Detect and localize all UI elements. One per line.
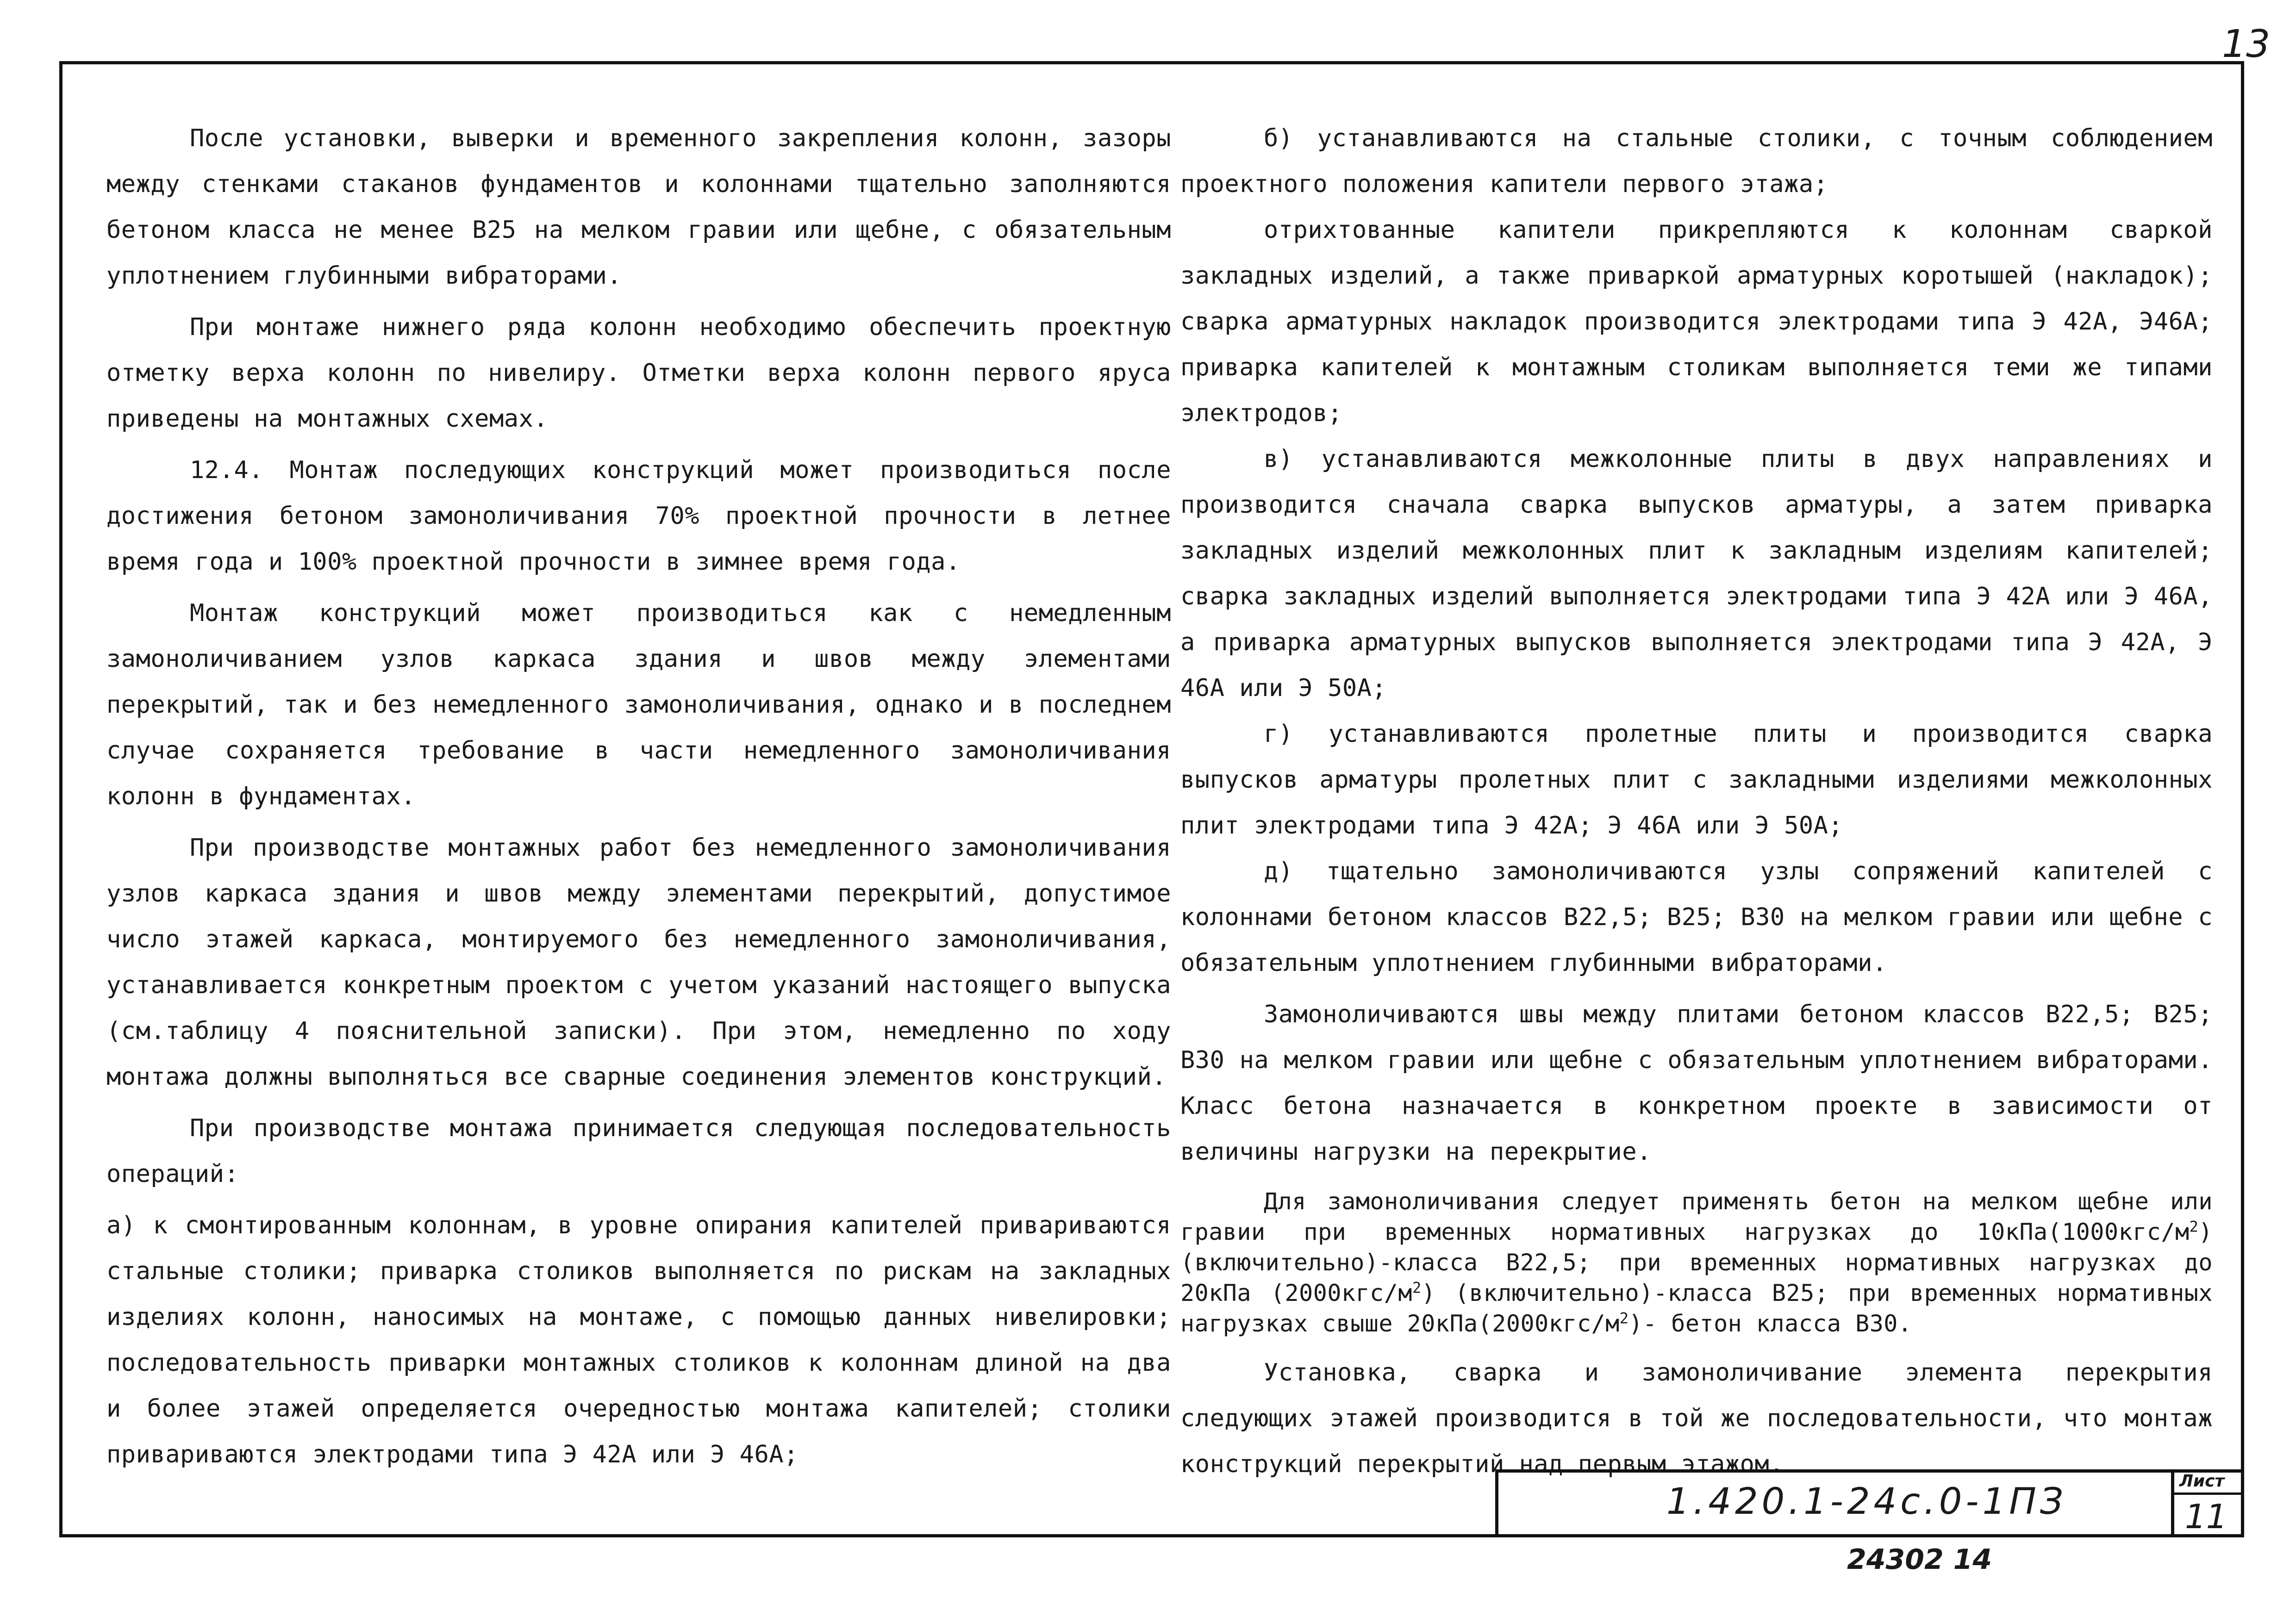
paragraph: После установки, выверки и временного закрепления колонн, зазоры между стенками стаканов фундаментов и колоннами тщательно заполняются бетоном класса не менее В25 на мелком гравии или щебне, с обязательным уплотнением глубинными вибраторами. <box>106 124 1171 290</box>
document-code: 1.420.1-24с.0-1ПЗ <box>1666 1481 2067 1523</box>
paragraph: Установка, сварка и замоноличивание элемента перекрытия следующих этажей производится в той же последовательности, что монтаж конструкций перекрытий над первым этажом. <box>1180 1359 2213 1478</box>
small-text: Для замоноличивания следует применять бетон на мелком щебне или гравии при временных нормативных нагрузках до 10кПа(1000кгс/м <box>1180 1188 2213 1245</box>
sheet-number: 11 <box>2185 1497 2227 1536</box>
paragraph: Замоноличиваются швы между плитами бетоном классов В22,5; В25; В30 на мелком гравии или щебне с обязательным уплотнением вибраторами. Класс бетона назначается в конкретном проекте в зависимости от величины нагрузки на перекрытие. <box>1180 1001 2213 1166</box>
paragraph: отрихтованные капители прикрепляются к колоннам сваркой закладных изделий, а также приваркой арматурных коротышей (накладок); сварка арматурных накладок производится электродами типа Э 42А, Э46А; приварка капителей к монтажным столикам выполняется теми же типами электродов; <box>1180 216 2213 427</box>
superscript: 2 <box>1412 1279 1422 1297</box>
paragraph: При производстве монтажных работ без немедленного замоноличивания узлов каркаса здания и швов между элементами перекрытий, допустимое число этажей каркаса, монтируемого без немедленного замоноличивания, устанавливается конкретным проектом с учетом указаний настоящего выпуска (см.таблицу 4 пояснительной записки). При этом, немедленно по ходу монтажа должны выполняться все сварные соединения элементов конструкций. <box>106 834 1171 1091</box>
sheet-divider <box>2171 1492 2244 1495</box>
right-column <box>1180 116 2213 1487</box>
paragraph: 12.4. Монтаж последующих конструкций может производиться после достижения бетоном замоноличивания 70% проектной прочности в летнее время года и 100% проектной прочности в зимнее время года. <box>106 456 1171 576</box>
list-item: а) к смонтированным колоннам, в уровне опирания капителей привариваются стальные столики; приварка столиков выполняется по рискам на закладных изделиях колонн, наносимых на монтаже, с помощью данных нивелировки; последовательность приварки монтажных столиков к колоннам длиной на два и более этажей определяется очередностью монтажа капителей; столики привариваются электродами типа Э 42А или Э 46А; <box>106 1212 1171 1468</box>
list-item: в) устанавливаются межколонные плиты в двух направлениях и производится сначала сварка выпусков арматуры, а затем приварка закладных изделий межколонных плит к закладным изделиям капителей; сварка закладных изделий выполняется электродами типа Э 42А или Э 46А, а приварка арматурных выпусков выполняется электродами типа Э 42А, Э 46А или Э 50А; <box>1180 445 2213 702</box>
small-text: )- бетон класса В30. <box>1628 1310 1912 1337</box>
left-column <box>106 116 1171 1478</box>
list-item: б) устанавливаются на стальные столики, с точным соблюдением проектного положения капители первого этажа; <box>1180 124 2213 198</box>
small-paragraph <box>1180 1186 2213 1339</box>
list-item: г) устанавливаются пролетные плиты и производится сварка выпусков арматуры пролетных плит с закладными изделиями межколонных плит электродами типа Э 42А; Э 46А или Э 50А; <box>1180 720 2213 839</box>
paragraph: При монтаже нижнего ряда колонн необходимо обеспечить проектную отметку верха колонн по нивелиру. Отметки верха колонн первого яруса приведены на монтажных схемах. <box>106 313 1171 433</box>
bottom-note: 24302 14 <box>1847 1543 1992 1576</box>
corner-number: 13 <box>2222 22 2271 66</box>
paragraph: Монтаж конструкций может производиться как с немедленным замоноличиванием узлов каркаса здания и швов между элементами перекрытий, так и без немедленного замоноличивания, однако и в последнем случае сохраняется требование в части немедленного замоноличивания колонн в фундаментах. <box>106 599 1171 810</box>
small-text: ) (включительно)-класса В22,5; при временных нормативных нагрузках до 20кПа (2000кгс/м <box>1180 1219 2213 1306</box>
superscript: 2 <box>2189 1218 2199 1236</box>
superscript: 2 <box>1619 1309 1629 1327</box>
list-item: д) тщательно замоноличиваются узлы сопряжений капителей с колоннами бетоном классов В22,5; В25; В30 на мелком гравии или щебне с обязательным уплотнением глубинными вибраторами. <box>1180 858 2213 977</box>
paragraph: При производстве монтажа принимается следующая последовательность операций: <box>106 1114 1171 1188</box>
sheet-label: Лист <box>2179 1472 2225 1491</box>
small-text: ) (включительно)-класса В25; при временных нормативных нагрузках свыше 20кПа(2000кгс/м <box>1180 1280 2213 1337</box>
